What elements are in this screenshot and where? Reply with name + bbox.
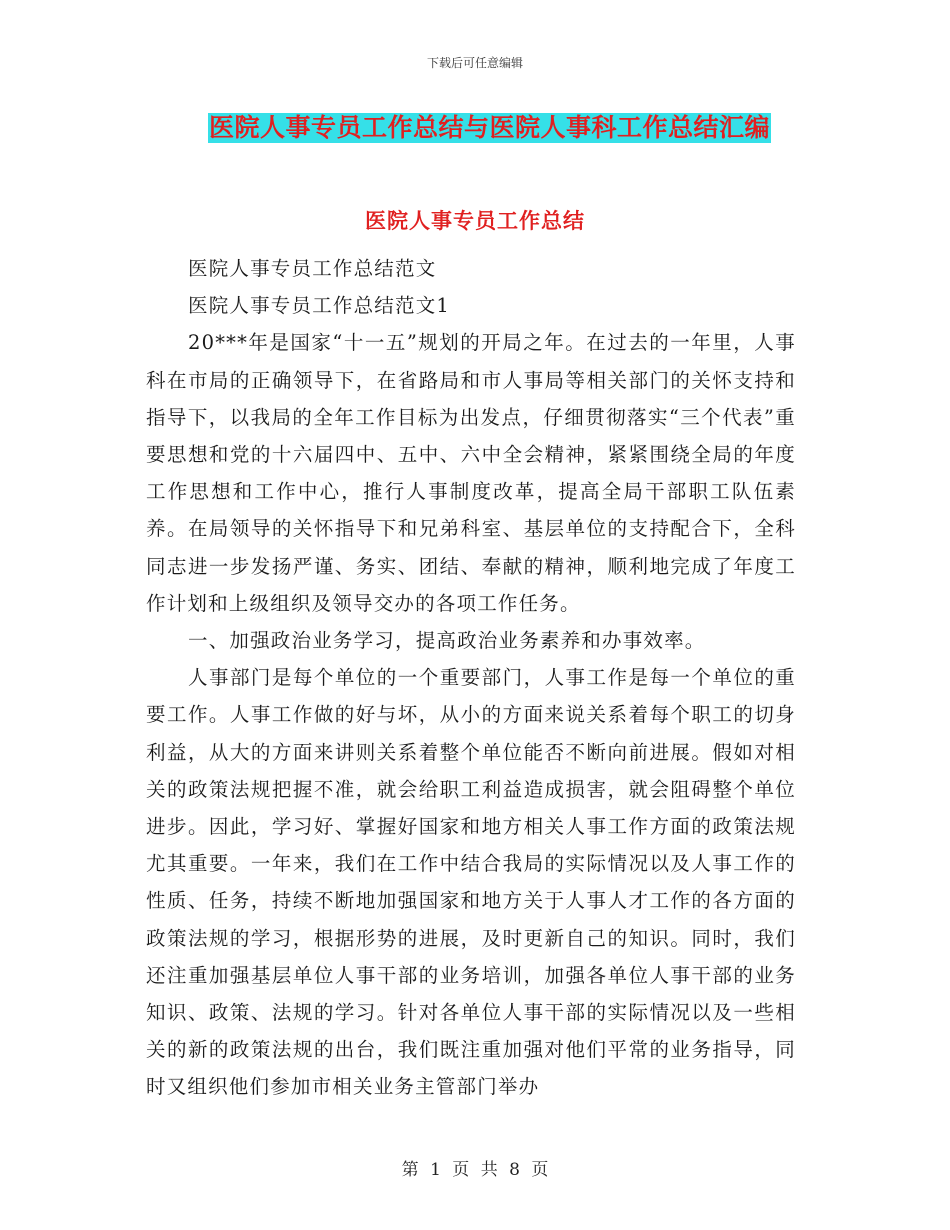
section-title: 医院人事专员工作总结	[365, 208, 585, 233]
header-note: 下载后可任意编辑	[426, 56, 523, 70]
paragraph: 医院人事专员工作总结范文	[188, 257, 437, 280]
paragraph: 人事部门是每个单位的一个重要部门，人事工作是每一个单位的重要工作。人事工作做的好与坏，从小的方面来说关系着每个职工的切身利益，从大的方面来讲则关系着整个单位能否不断向前进展。假如对相关的政策法规把握不准，就会给职工利益造成损害，就会阻碍整个单位进步。因此，学习好、掌握好国家和地方相关人事工作方面的政策法规尤其重要。一年来，我们在工作中结合我局的实际情况以及人事工作的性质、任务，持续不断地加强国家和地方关于人事人才工作的各方面的政策法规的学习，根据形势的进展，及时更新自己的知识。同时，我们还注重加强基层单位人事干部的业务培训，加强各单位人事干部的业务知识、政策、法规的学习。针对各单位人事干部的实际情况以及一些相关的新的政策法规的出台，我们既注重加强对他们平常的业务指导，同时又组织他们参加市相关业务主管部门举办	[146, 666, 796, 1099]
page-number: 第 1 页 共 8 页	[401, 1160, 549, 1180]
document-title: 医院人事专员工作总结与医院人事科工作总结汇编	[209, 113, 771, 142]
paragraph: 一、加强政治业务学习，提高政治业务素养和办事效率。	[188, 629, 706, 653]
document-body	[146, 250, 796, 1106]
paragraph: 20***年是国家“十一五”规划的开局之年。在过去的一年里，人事科在市局的正确领导下，在省路局和市人事局等相关部门的关怀支持和指导下，以我局的全年工作目标为出发点，仔细贯彻落实“三个代表”重要思想和党的十六届四中、五中、六中全会精神，紧紧围绕全局的年度工作思想和工作中心，推行人事制度改革，提高全局干部职工队伍素养。在局领导的关怀指导下和兄弟科室、基层单位的支持配合下，全科同志进一步发扬严谨、务实、团结、奉献的精神，顺利地完成了年度工作计划和上级组织及领导交办的各项工作任务。	[146, 331, 796, 615]
paragraph: 医院人事专员工作总结范文1	[188, 294, 451, 318]
